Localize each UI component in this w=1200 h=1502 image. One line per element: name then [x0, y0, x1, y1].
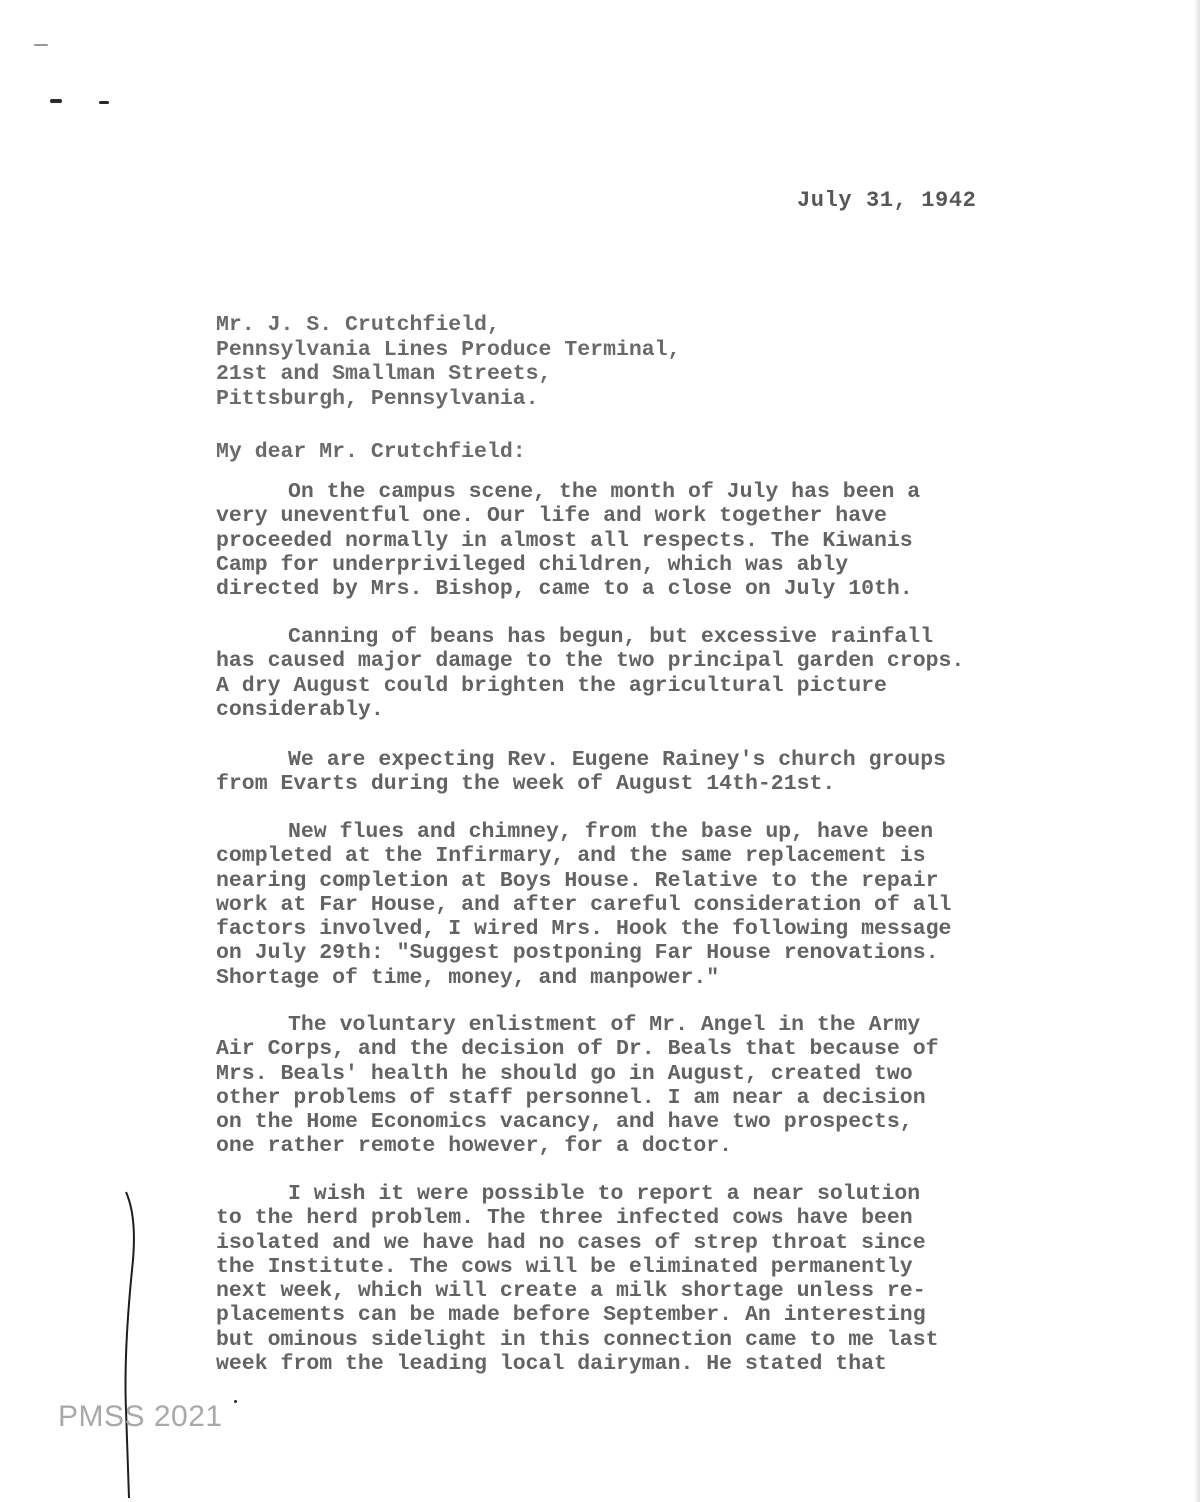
text-line: Air Corps, and the decision of Dr. Beals that because of	[216, 1037, 939, 1062]
text-line: on the Home Economics vacancy, and have two prospects,	[216, 1110, 913, 1135]
text-line: on July 29th: "Suggest postponing Far House renovations.	[216, 941, 939, 966]
text-line: has caused major damage to the two principal garden crops.	[216, 649, 965, 674]
paragraph-campus	[216, 480, 1056, 601]
text-line: I wish it were possible to report a near solution	[288, 1182, 921, 1206]
text-line: Shortage of time, money, and manpower."	[216, 965, 720, 990]
address-line: Pittsburgh, Pennsylvania.	[216, 386, 539, 411]
paragraph-staff	[216, 1013, 1056, 1159]
text-line: considerably.	[216, 697, 384, 722]
text-line: from Evarts during the week of August 14th-21st.	[216, 772, 836, 797]
paragraph-canning	[216, 625, 1056, 722]
text-line: placements can be made before September. An interesting	[216, 1303, 926, 1328]
text-line: other problems of staff personnel. I am near a decision	[216, 1085, 926, 1110]
text-line: Canning of beans has begun, but excessive rainfall	[288, 625, 934, 649]
scan-speck-2	[50, 99, 62, 103]
text-line: proceeded normally in almost all respects. The Kiwanis	[216, 528, 913, 553]
salutation: My dear Mr. Crutchfield:	[216, 440, 526, 464]
paragraph-church-groups	[216, 748, 1056, 797]
scan-speck-3	[99, 101, 109, 104]
text-line: the Institute. The cows will be eliminated permanently	[216, 1254, 913, 1279]
text-line: On the campus scene, the month of July has been a	[288, 480, 921, 504]
text-line: directed by Mrs. Bishop, came to a close on July 10th.	[216, 577, 913, 602]
text-line: next week, which will create a milk shortage unless re-	[216, 1279, 926, 1304]
margin-pencil-line	[112, 1190, 142, 1500]
text-line: week from the leading local dairyman. He stated that	[216, 1352, 887, 1377]
text-line: but ominous sidelight in this connection came to me last	[216, 1327, 939, 1352]
text-line: Mrs. Beals' health he should go in August, created two	[216, 1061, 913, 1086]
text-line: The voluntary enlistment of Mr. Angel in the Army	[288, 1013, 921, 1037]
page-edge-shadow	[1194, 0, 1200, 1502]
address-line: 21st and Smallman Streets,	[216, 362, 552, 386]
text-line: Camp for underprivileged children, which was ably	[216, 552, 849, 577]
text-line: factors involved, I wired Mrs. Hook the following message	[216, 917, 952, 942]
scan-speck-1	[34, 44, 48, 46]
address-line: Mr. J. S. Crutchfield,	[216, 313, 500, 337]
text-line: completed at the Infirmary, and the same replacement is	[216, 844, 926, 869]
text-line: work at Far House, and after careful consideration of all	[216, 892, 952, 917]
paragraph-herd	[216, 1182, 1056, 1376]
text-line: to the herd problem. The three infected cows have been	[216, 1206, 913, 1231]
text-line: New flues and chimney, from the base up, have been	[288, 820, 934, 844]
scan-speck-4	[234, 1400, 237, 1403]
text-line: nearing completion at Boys House. Relative to the repair	[216, 868, 939, 893]
address-line: Pennsylvania Lines Produce Terminal,	[216, 337, 681, 362]
recipient-address	[216, 313, 680, 411]
text-line: one rather remote however, for a doctor.	[216, 1134, 733, 1159]
paragraph-repairs	[216, 820, 1056, 990]
watermark: PMSS 2021	[58, 1400, 223, 1433]
letter-date: July 31, 1942	[797, 188, 977, 213]
text-line: We are expecting Rev. Eugene Rainey's church groups	[288, 748, 947, 772]
text-line: isolated and we have had no cases of strep throat since	[216, 1230, 926, 1255]
text-line: A dry August could brighten the agricultural picture	[216, 673, 887, 698]
text-line: very uneventful one. Our life and work together have	[216, 504, 887, 529]
